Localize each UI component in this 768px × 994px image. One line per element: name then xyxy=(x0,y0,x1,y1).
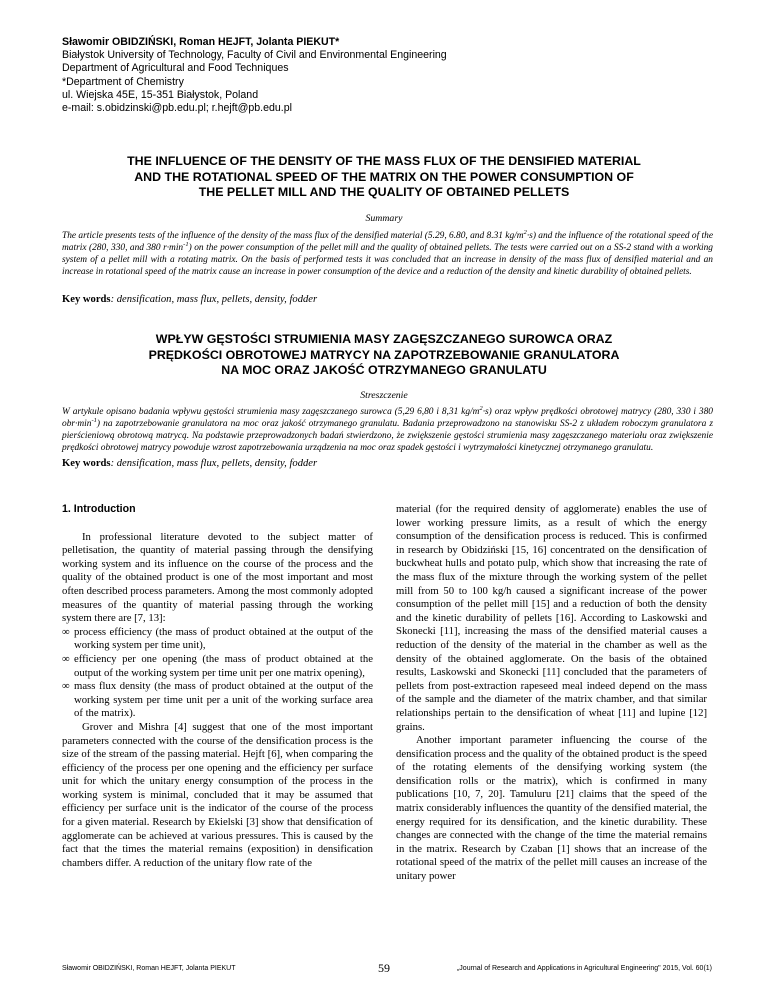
page-number: 59 xyxy=(378,961,390,975)
keywords-pl-text: : densification, mass flux, pellets, density, fodder xyxy=(110,458,318,469)
bullet-icon: ∞ xyxy=(62,680,70,693)
summary-text-b: ·s) and the influence of the rotational speed of the matrix (280, 330, and 380 r·min xyxy=(62,231,713,253)
paragraph-left-1: In professional literature devoted to the subject matter of pelletisation, the quantity of material passing through the densifying working system and its influence on the course of the process and the quality of the obtained product is one of the most important and most often described process parameters. Among the most commonly adopted measures of the quantity of material passing through the working system there are [7, 13]: xyxy=(62,530,373,625)
paragraph-right-2: Another important parameter influencing the course of the densification process and the quality of the obtained product is the speed of the rotating elements of the densifying working system (the densification rolls or the matrix), which is confirmed in many publications [10, 7, 20]. Tamuluru [21] claims that the speed of the matrix considerably influences the quantity of the densified material, the energy required for its densification, and the kinetic durability. These changes are connected with the change of the time the material remains in the matrix. Research by Czaban [1] shows that an increase of the rotational speed of the matrix of the pellet mill causes an increase of the unitary power xyxy=(396,734,707,883)
affiliation-1: Białystok University of Technology, Faculty of Civil and Environmental Engineering xyxy=(62,49,447,62)
title-en-line-3: THE PELLET MILL AND THE QUALITY OF OBTAINED PELLETS xyxy=(198,185,570,200)
summary-text-a: The article presents tests of the influence of the density of the mass flux of the densified material (5.29, 6.80, and 8.31 kg/m xyxy=(62,231,524,241)
bullet-icon: ∞ xyxy=(62,652,70,665)
authors: Sławomir OBIDZIŃSKI, Roman HEJFT, Jolanta PIEKUT* xyxy=(62,36,340,48)
keywords-pl xyxy=(62,457,713,470)
streszczenie-sup-1: 2 xyxy=(479,404,483,412)
footer-journal: „Journal of Research and Applications in Agricultural Engineering" 2015, Vol. 60(1) xyxy=(456,965,712,972)
summary-text-c: ) on the power consumption of the pellet mill and the quality of obtained pellets. The tests were carried out on a SS-2 stand with a working system of a pellet mill with a rotating matrix. On the basis of performed tests it was concluded that an increase in density of the mass flux of densified material and an increase in rotational speed of the matrix cause an increase in power consumption of the device and a reduction of the density and kinetic durability of obtained pellets. xyxy=(62,242,713,277)
title-en-line-1: THE INFLUENCE OF THE DENSITY OF THE MASS FLUX OF THE DENSIFIED MATERIAL xyxy=(127,154,641,168)
left-column xyxy=(62,503,373,870)
list-item-text: process efficiency (the mass of product obtained at the output of the working system per time unit), xyxy=(74,625,373,652)
title-pl-line-1: WPŁYW GĘSTOŚCI STRUMIENIA MASY ZAGĘSZCZANEGO SUROWCA ORAZ xyxy=(155,332,613,346)
streszczenie-text-a: W artykule opisano badania wpływu gęstości strumienia masy zagęszczanego surowca (5,29 6,80 i 8,31 kg/m xyxy=(62,407,480,417)
keywords-en-text: : densification, mass flux, pellets, density, fodder xyxy=(110,294,318,305)
address: ul. Wiejska 45E, 15-351 Białystok, Poland xyxy=(62,88,259,101)
affiliation-2: Department of Agricultural and Food Techniques xyxy=(62,62,289,75)
title-pl-line-3: NA MOC ORAZ JAKOŚĆ OTRZYMANEGO GRANULATU xyxy=(221,363,547,378)
keywords-pl-label: Key words xyxy=(62,458,111,469)
bullet-icon: ∞ xyxy=(62,625,70,638)
paper-title-pl xyxy=(50,332,718,379)
title-en-line-2: AND THE ROTATIONAL SPEED OF THE MATRIX ON THE POWER CONSUMPTION OF xyxy=(134,169,634,184)
list-item xyxy=(62,680,373,721)
keywords-en-label: Key words xyxy=(62,294,111,305)
keywords-en xyxy=(62,293,713,306)
streszczenie-sup-2: -1 xyxy=(91,416,97,424)
author-block xyxy=(62,36,712,115)
list-item-text: efficiency per one opening (the mass of product obtained at the output of the working system per time unit per one matrix opening), xyxy=(74,652,373,679)
streszczenie-text-c: ) na zapotrzebowanie granulatora na moc oraz jakość otrzymanego granulatu. Badania przeprowadzono na stanowisku SS-2 z układem roboczym granulatora z pierścieniową obrotową matrycą. Na podstawie przeprowadzonych badań stwierdzono, że zwiększenie gęstości strumienia masy zagęszczanego materiału oraz zwiększenie prędkości obrotowej matrycy powoduje wzrost zapotrzebowania urządzenia na moc oraz spadek gęstości i wytrzymałości kinetycznej otrzymanego granulatu. xyxy=(62,418,713,453)
summary-sup-1: 2 xyxy=(523,228,527,236)
summary-text xyxy=(62,228,713,279)
summary-sup-2: -1 xyxy=(183,240,189,248)
paragraph-left-2: Grover and Mishra [4] suggest that one of the most important parameters connected with the course of the densification process is the size of the stream of the passing material. Hejft [6], when comparing the efficiency of the process per one opening and the efficiency per surface unit for which the unitary energy consumption of the process in the working system is minimal, concluded that it may be assumed that efficiency per surface unit is the indicator of the course of the process for a given material. Research by Ekielski [3] show that densification of agglomerate can be achieved at various pressures. This is caused by the fact that the times the material remains (exposition) in densification chambers differ. A reduction of the unitary flow rate of the xyxy=(62,720,373,869)
right-column xyxy=(396,503,707,884)
summary-label: Summary xyxy=(365,213,403,224)
section-title: 1. Introduction xyxy=(62,503,136,515)
paragraph-right-1: material (for the required density of agglomerate) enables the use of lower working pressure limits, as a result of which the energy consumption of the densification process is reduced. This is confirmed in research by Obidziński [15, 16] concentrated on the densification of buckwheat hulls and potato pulp, which show that increasing the rate of the mass flux of the mixture through the working system of the pellet mill from 50 to 100 kg/h caused a significant increase of the power consumption of the pellet mill [15] and a reduction of both the density and the kinetic durability of pellets [16]. According to Laskowski and Skonecki [11], increasing the mass of the densified material causes a reduction of the density of the material in the chamber as well as the density of the obtained agglomerate. On the basis of the obtained results, Laskowski and Skonecki [11] concluded that the parameters of pellets from post-extraction rapeseed meal indeed depend on the mass of the sample and the diameter of the matrix chamber, and that similar relationships pertain to the densification of wheat [11] and lupine [12] grains. xyxy=(396,503,707,733)
streszczenie-text xyxy=(62,404,713,455)
email: e-mail: s.obidzinski@pb.edu.pl; r.hejft@pb.edu.pl xyxy=(62,102,292,115)
streszczenie-text-b: ·s) oraz wpływ prędkości obrotowej matrycy (280, 330 i 380 obr·min xyxy=(62,407,713,429)
list-item xyxy=(62,626,373,653)
paper-title-en xyxy=(50,154,718,201)
affiliation-3: *Department of Chemistry xyxy=(62,75,184,88)
footer-authors: Sławomir OBIDZIŃSKI, Roman HEJFT, Jolanta PIEKUT xyxy=(62,965,236,972)
title-pl-line-2: PRĘDKOŚCI OBROTOWEJ MATRYCY NA ZAPOTRZEBOWANIE GRANULATORA xyxy=(148,347,620,362)
list-item-text: mass flux density (the mass of product obtained at the output of the working system per time unit per a unit of the working surface area of the matrix). xyxy=(74,680,373,720)
list-item xyxy=(62,653,373,680)
streszczenie-label: Streszczenie xyxy=(360,390,408,401)
